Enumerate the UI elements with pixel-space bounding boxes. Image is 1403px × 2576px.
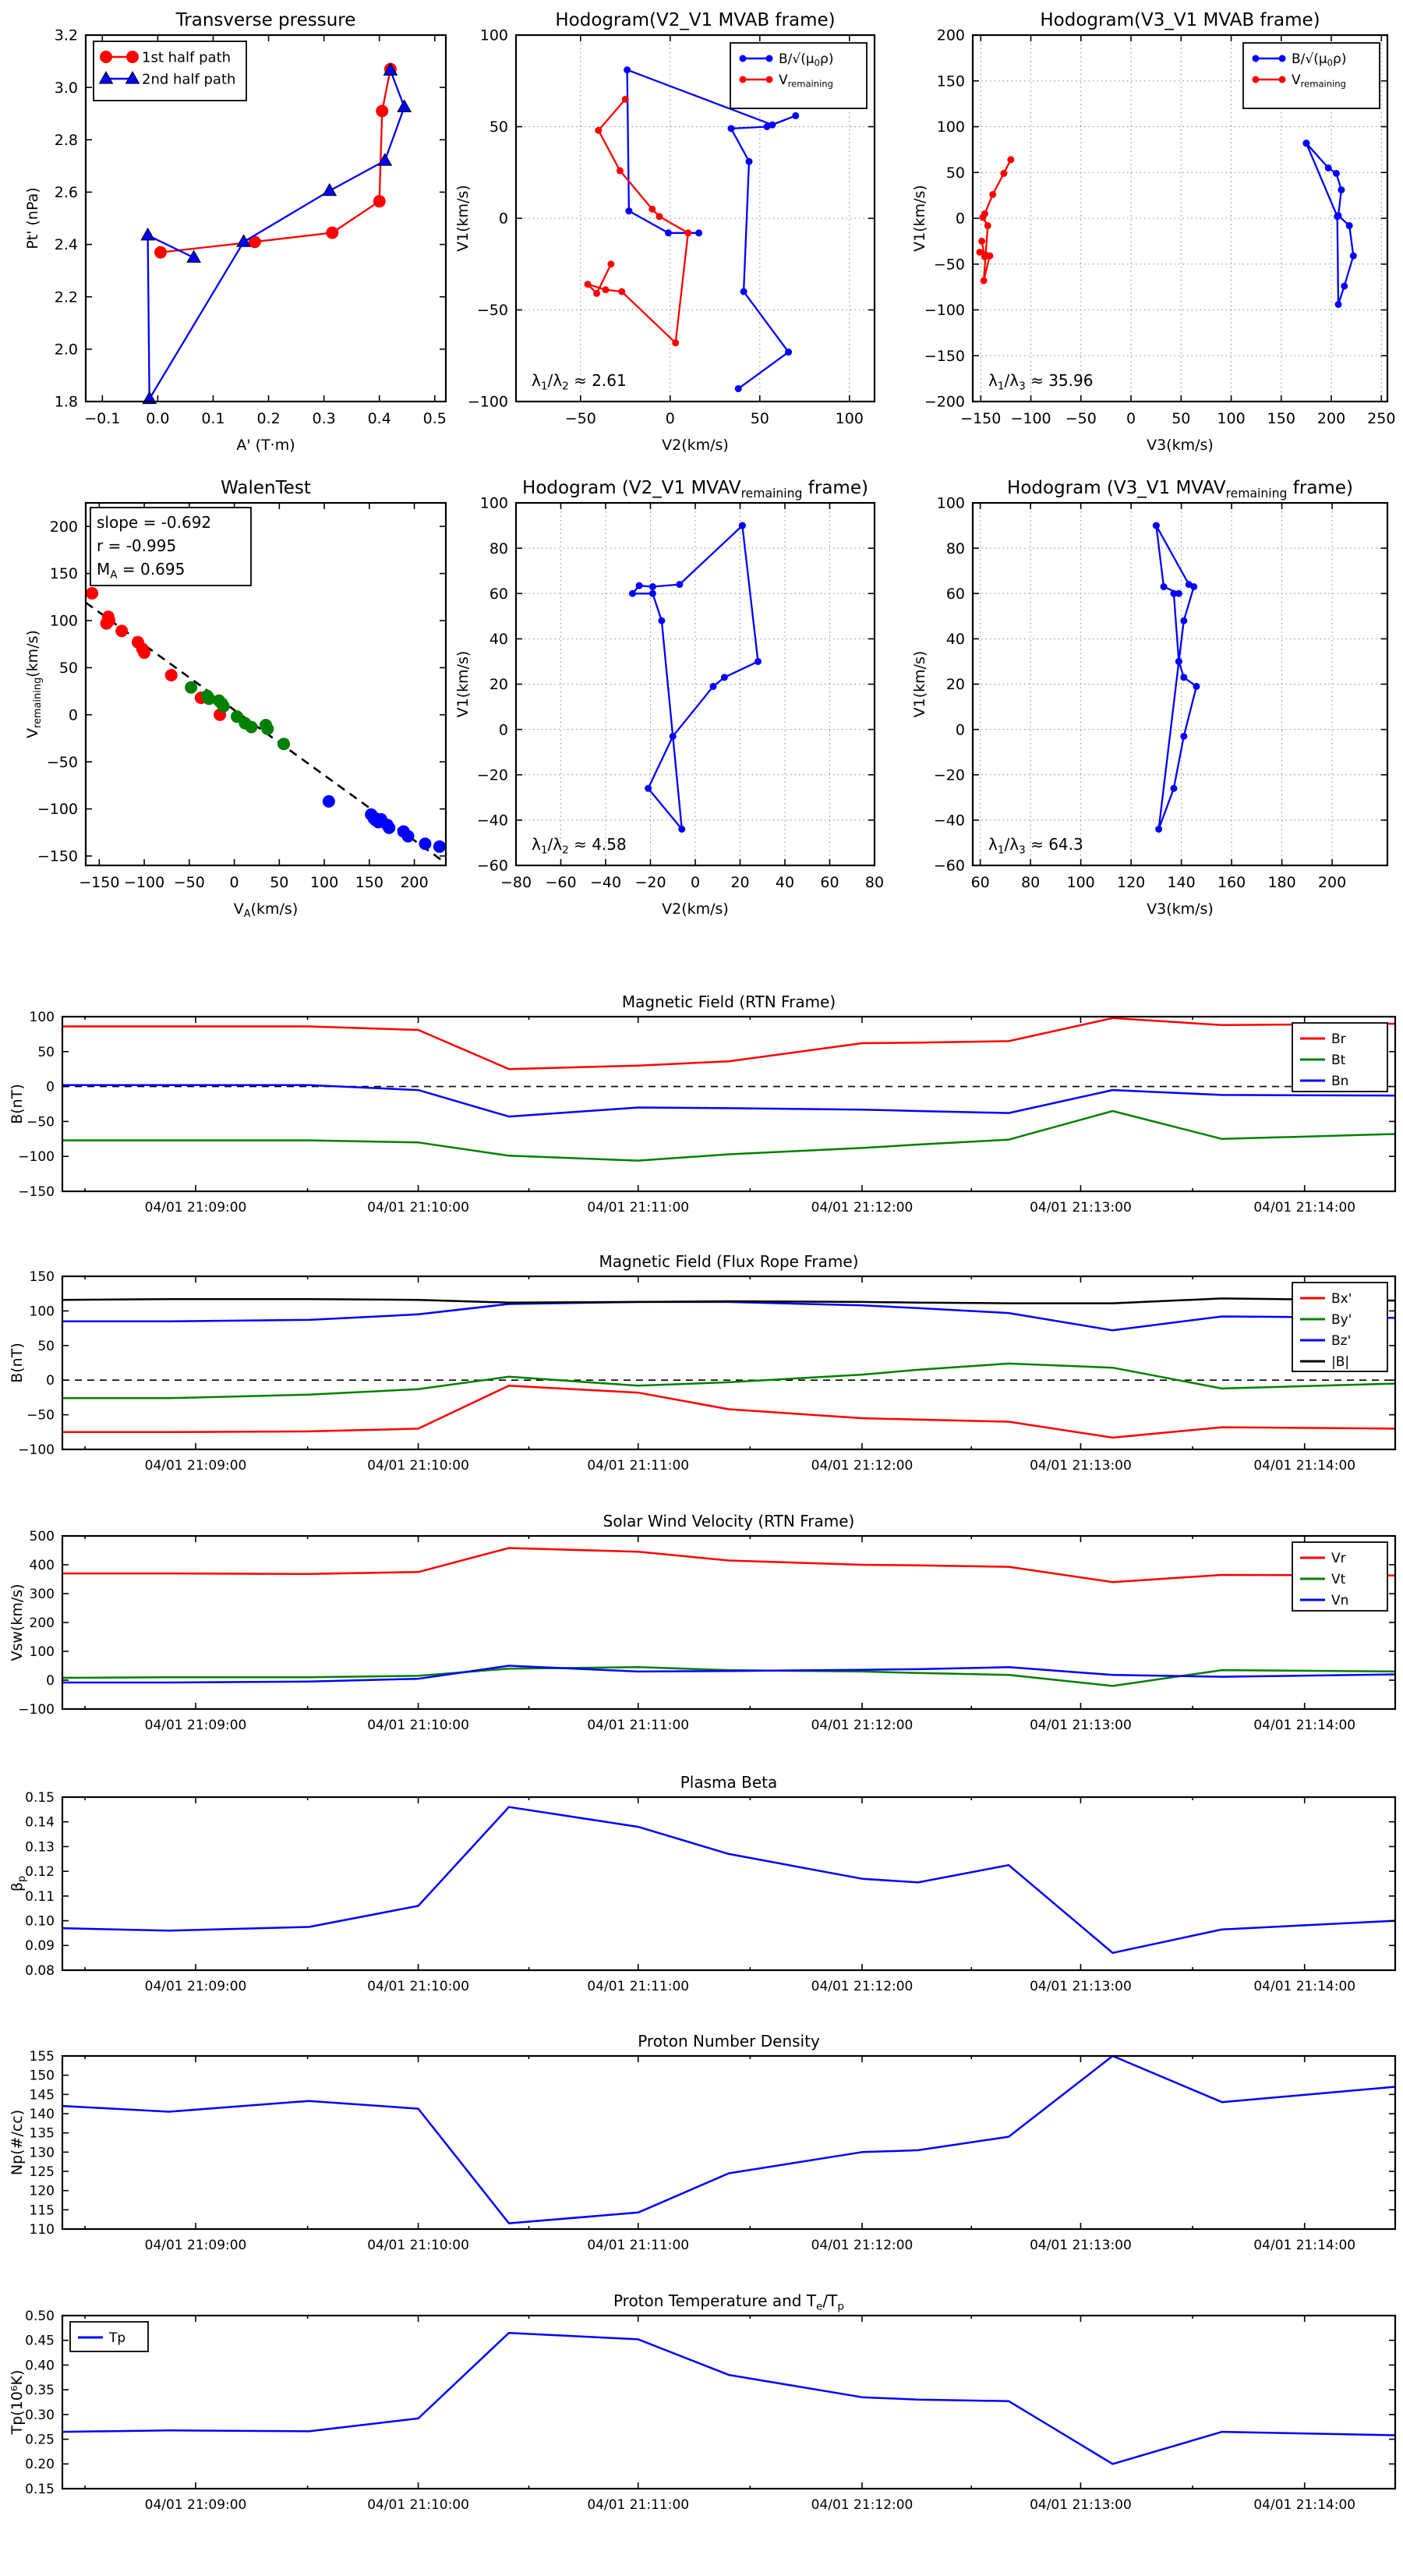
y-tick-label: −100 bbox=[924, 302, 965, 320]
y-tick-label: 0.11 bbox=[25, 1888, 55, 1905]
y-tick-label: 3.0 bbox=[54, 79, 78, 97]
y-tick-label: 0.45 bbox=[25, 2333, 55, 2349]
x-tick-label: 150 bbox=[355, 874, 383, 891]
y-tick-label: −40 bbox=[476, 812, 508, 830]
x-tick-label: 50 bbox=[1172, 410, 1191, 427]
x-tick-label: 04/01 21:14:00 bbox=[1253, 2238, 1356, 2253]
x-tick-label: 180 bbox=[1267, 874, 1296, 891]
x-tick-label: 04/01 21:10:00 bbox=[367, 2497, 469, 2513]
x-tick-label: 60 bbox=[820, 874, 839, 891]
y-tick-label: −20 bbox=[476, 766, 508, 784]
series-bz- bbox=[62, 1302, 1395, 1330]
panel-plasma-beta bbox=[9, 1773, 1395, 1994]
y-tick-label: 100 bbox=[49, 612, 78, 630]
x-tick-label: 04/01 21:11:00 bbox=[587, 2497, 690, 2513]
series-v-remaining bbox=[585, 96, 692, 347]
grid bbox=[516, 503, 875, 865]
x-tick-label: 200 bbox=[400, 874, 429, 891]
y-tick-label: 150 bbox=[29, 1269, 55, 1285]
x-tick-label: 50 bbox=[750, 410, 769, 427]
x-tick-label: 04/01 21:13:00 bbox=[1030, 2497, 1132, 2513]
series-middle-third bbox=[185, 681, 290, 750]
y-tick-label: 110 bbox=[29, 2221, 55, 2238]
x-tick-label: 200 bbox=[1316, 410, 1346, 427]
x-tick-label: 04/01 21:13:00 bbox=[1030, 2238, 1132, 2253]
x-tick-label: 04/01 21:11:00 bbox=[587, 1200, 690, 1215]
x-tick-label: 160 bbox=[1217, 874, 1246, 891]
series-last-third bbox=[323, 795, 446, 853]
x-tick-label: 0.2 bbox=[256, 410, 281, 427]
annotation: $\lambda_1/\lambda_2 \approx 4.58$ bbox=[532, 835, 627, 857]
x-tick-label: −40 bbox=[589, 874, 622, 891]
legend bbox=[70, 2322, 148, 2351]
y-axis-label: V1(km/s) bbox=[911, 185, 928, 252]
panel-hodogram-v3v1-mvav bbox=[911, 478, 1387, 918]
series-v-remaining bbox=[976, 156, 1014, 284]
x-tick-label: 04/01 21:09:00 bbox=[144, 2238, 247, 2253]
x-tick-label: 150 bbox=[1267, 410, 1295, 427]
legend bbox=[1292, 1023, 1387, 1092]
y-tick-label: 145 bbox=[29, 2087, 55, 2104]
y-tick-label: 40 bbox=[945, 631, 965, 649]
y-tick-label: 0.35 bbox=[25, 2383, 55, 2399]
x-tick-label: 04/01 21:13:00 bbox=[1030, 1458, 1132, 1474]
y-tick-label: 60 bbox=[945, 585, 965, 603]
y-tick-label: 120 bbox=[29, 2183, 55, 2199]
ticks bbox=[62, 2316, 1395, 2489]
panel-title: Hodogram (V3_V1 $MVAV_{remaining}$ frame) bbox=[1007, 478, 1353, 501]
panel-title: Plasma Beta bbox=[680, 1773, 778, 1792]
x-tick-label: 250 bbox=[1367, 410, 1396, 427]
legend-label: Vr bbox=[1331, 1550, 1346, 1566]
x-tick-label: 04/01 21:13:00 bbox=[1030, 1718, 1132, 1733]
x-tick-label: 04/01 21:12:00 bbox=[811, 2238, 914, 2253]
y-tick-label: 0.14 bbox=[25, 1814, 55, 1831]
info-line: slope = -0.692 bbox=[97, 513, 212, 532]
y-axis-label: Tp(10⁶K) bbox=[9, 2369, 26, 2435]
y-tick-label: 400 bbox=[29, 1557, 55, 1573]
y-tick-label: 0 bbox=[498, 721, 508, 739]
y-axis-label: Vsw(km/s) bbox=[9, 1583, 26, 1661]
x-tick-label: 140 bbox=[1167, 874, 1196, 891]
y-tick-label: 0.15 bbox=[25, 1789, 55, 1806]
y-tick-label: 150 bbox=[936, 73, 965, 90]
legend-label: By' bbox=[1331, 1311, 1352, 1328]
x-tick-label: 04/01 21:12:00 bbox=[811, 2497, 914, 2513]
x-tick-label: 04/01 21:10:00 bbox=[367, 1458, 469, 1474]
series-br bbox=[62, 1018, 1395, 1069]
y-tick-label: 125 bbox=[29, 2164, 55, 2180]
y-tick-label: 150 bbox=[49, 565, 78, 583]
y-tick-label: 50 bbox=[37, 1338, 55, 1354]
x-tick-label: 04/01 21:14:00 bbox=[1253, 1200, 1356, 1215]
legend-label: $V_{remaining}$ bbox=[1292, 72, 1346, 90]
y-tick-label: 0 bbox=[46, 1373, 55, 1389]
x-tick-label: 04/01 21:14:00 bbox=[1253, 1718, 1356, 1733]
y-tick-label: −50 bbox=[27, 1407, 55, 1424]
x-tick-label: 50 bbox=[270, 874, 289, 891]
axes-frame bbox=[62, 1536, 1395, 1709]
x-tick-label: 0.0 bbox=[146, 410, 170, 427]
y-tick-label: −150 bbox=[18, 1184, 55, 1200]
y-tick-label: 500 bbox=[29, 1528, 55, 1545]
x-tick-label: 04/01 21:13:00 bbox=[1030, 1200, 1132, 1215]
x-tick-label: 04/01 21:12:00 bbox=[811, 1458, 914, 1474]
x-tick-label: −80 bbox=[500, 874, 532, 891]
legend-label: Tp bbox=[109, 2330, 126, 2346]
y-tick-label: 2.2 bbox=[54, 288, 78, 306]
y-tick-label: 50 bbox=[489, 119, 508, 136]
ticks bbox=[62, 1797, 1395, 1970]
series-v-hodogram bbox=[1153, 522, 1200, 833]
y-tick-label: 50 bbox=[37, 1044, 55, 1060]
x-tick-label: −0.1 bbox=[84, 410, 121, 427]
y-tick-label: 80 bbox=[489, 540, 508, 557]
x-tick-label: 120 bbox=[1116, 874, 1146, 891]
x-tick-label: 20 bbox=[730, 874, 750, 891]
y-axis-label: B(nT) bbox=[9, 1084, 26, 1124]
legend-label: $V_{remaining}$ bbox=[779, 72, 833, 90]
x-tick-label: −20 bbox=[634, 874, 666, 891]
series-beta-p bbox=[62, 1807, 1395, 1953]
legend-label: Bn bbox=[1331, 1073, 1349, 1089]
panel-proton-temperature bbox=[9, 2291, 1395, 2513]
legend bbox=[1292, 1542, 1387, 1611]
x-tick-label: 04/01 21:10:00 bbox=[367, 1200, 469, 1215]
x-tick-label: 04/01 21:10:00 bbox=[367, 1979, 469, 1994]
x-axis-label: V3(km/s) bbox=[1147, 437, 1214, 454]
x-tick-label: 04/01 21:14:00 bbox=[1253, 1979, 1356, 1994]
legend-label: Vn bbox=[1331, 1592, 1349, 1608]
y-tick-label: −50 bbox=[476, 302, 508, 320]
y-tick-label: 0.40 bbox=[25, 2358, 55, 2374]
y-axis-label: $V_{remaining}(km/s)$ bbox=[24, 630, 44, 738]
x-tick-label: 04/01 21:09:00 bbox=[144, 1979, 247, 1994]
y-tick-label: 100 bbox=[479, 27, 508, 44]
y-tick-label: 2.6 bbox=[54, 184, 78, 202]
series-bn bbox=[62, 1085, 1395, 1116]
y-axis-label: V1(km/s) bbox=[454, 650, 472, 718]
y-tick-label: −100 bbox=[37, 801, 78, 819]
x-axis-label: $V_A(km/s)$ bbox=[233, 901, 299, 921]
legend-label: $B/√(\mu_0\rho)$ bbox=[1292, 51, 1347, 69]
x-tick-label: −60 bbox=[545, 874, 577, 891]
y-tick-label: 0.08 bbox=[25, 1962, 55, 1979]
grid bbox=[973, 503, 1387, 865]
legend bbox=[94, 41, 246, 101]
y-tick-label: 155 bbox=[29, 2048, 55, 2065]
x-tick-label: 04/01 21:09:00 bbox=[144, 2497, 247, 2513]
y-axis-label: V1(km/s) bbox=[454, 185, 472, 252]
x-tick-label: 04/01 21:12:00 bbox=[811, 1979, 914, 1994]
x-tick-label: −150 bbox=[960, 410, 1002, 427]
x-axis-label: V3(km/s) bbox=[1147, 901, 1214, 918]
panel-title: Proton Temperature and $T_e/T_p$ bbox=[613, 2291, 845, 2313]
panel-proton-number-density bbox=[9, 2032, 1395, 2253]
x-tick-label: 0.4 bbox=[367, 410, 391, 427]
y-tick-label: −60 bbox=[933, 857, 965, 875]
x-tick-label: 04/01 21:09:00 bbox=[144, 1200, 247, 1215]
y-tick-label: −20 bbox=[933, 766, 965, 784]
x-tick-label: 0.1 bbox=[201, 410, 225, 427]
series-b-sqrt-mu0-rho- bbox=[624, 66, 799, 392]
x-tick-label: 04/01 21:11:00 bbox=[587, 2238, 690, 2253]
y-tick-label: 300 bbox=[29, 1586, 55, 1602]
y-tick-label: −50 bbox=[27, 1114, 55, 1131]
y-tick-label: −150 bbox=[924, 347, 965, 365]
panel-title: Hodogram (V2_V1 $MVAV_{remaining}$ frame) bbox=[522, 478, 868, 501]
legend-label: Br bbox=[1331, 1031, 1346, 1047]
series-bt bbox=[62, 1111, 1395, 1161]
y-tick-label: 0 bbox=[46, 1079, 55, 1095]
y-tick-label: 100 bbox=[29, 1304, 55, 1320]
axes-frame bbox=[62, 2056, 1395, 2229]
ticks bbox=[62, 1017, 1395, 1191]
y-tick-label: 100 bbox=[29, 1644, 55, 1660]
y-tick-label: 2.8 bbox=[54, 131, 78, 149]
axes-frame bbox=[62, 2316, 1395, 2489]
x-tick-label: −100 bbox=[123, 874, 165, 891]
y-tick-label: 20 bbox=[489, 676, 508, 694]
y-tick-label: 100 bbox=[479, 494, 508, 512]
legend-label: Bt bbox=[1331, 1052, 1346, 1068]
y-tick-label: 2.4 bbox=[54, 236, 78, 254]
x-tick-label: 04/01 21:09:00 bbox=[144, 1458, 247, 1474]
series-np bbox=[62, 2056, 1395, 2224]
y-tick-label: 100 bbox=[936, 119, 965, 136]
x-tick-label: 100 bbox=[835, 410, 864, 427]
y-tick-label: 0 bbox=[955, 210, 965, 228]
x-tick-label: 100 bbox=[1217, 410, 1246, 427]
y-tick-label: 150 bbox=[29, 2068, 55, 2084]
legend bbox=[1292, 1283, 1387, 1371]
x-tick-label: 04/01 21:10:00 bbox=[367, 2238, 469, 2253]
x-tick-label: 04/01 21:09:00 bbox=[144, 1718, 247, 1733]
x-tick-label: 0.3 bbox=[312, 410, 336, 427]
y-tick-label: 200 bbox=[29, 1615, 55, 1631]
y-tick-label: 1.8 bbox=[54, 393, 78, 411]
x-tick-label: 80 bbox=[864, 874, 885, 891]
x-tick-label: −50 bbox=[173, 874, 205, 891]
legend-label: |B| bbox=[1331, 1353, 1350, 1370]
y-tick-label: 80 bbox=[945, 540, 965, 557]
x-tick-label: 04/01 21:14:00 bbox=[1253, 2497, 1356, 2513]
x-axis-label: A' (T·m) bbox=[236, 437, 295, 454]
legend-label: $B/√(\mu_0\rho)$ bbox=[779, 51, 834, 69]
legend-label: Bz' bbox=[1331, 1332, 1352, 1349]
y-tick-label: 0.13 bbox=[25, 1839, 55, 1856]
panel-solar-wind-velocity bbox=[9, 1512, 1395, 1733]
y-tick-label: 130 bbox=[29, 2145, 55, 2161]
y-tick-label: −100 bbox=[18, 1701, 55, 1718]
y-tick-label: 0.12 bbox=[25, 1864, 55, 1881]
x-tick-label: 0 bbox=[229, 874, 239, 891]
y-tick-label: −200 bbox=[924, 393, 965, 411]
y-tick-label: 0 bbox=[68, 706, 78, 724]
panel-title: Magnetic Field (Flux Rope Frame) bbox=[599, 1252, 859, 1271]
y-tick-label: 140 bbox=[29, 2106, 55, 2122]
legend bbox=[730, 43, 867, 108]
x-tick-label: 0.5 bbox=[422, 410, 447, 427]
ticks bbox=[62, 2056, 1395, 2229]
y-tick-label: 50 bbox=[945, 164, 965, 182]
y-tick-label: −50 bbox=[933, 256, 965, 274]
legend bbox=[1243, 43, 1380, 108]
series-by- bbox=[62, 1364, 1395, 1398]
panel-walen-test bbox=[24, 478, 446, 920]
x-tick-label: −100 bbox=[1010, 410, 1051, 427]
annotation: $\lambda_1/\lambda_3 \approx 35.96$ bbox=[988, 371, 1094, 393]
x-tick-label: −150 bbox=[79, 874, 120, 891]
series-vr bbox=[62, 1548, 1395, 1583]
x-tick-label: −50 bbox=[564, 410, 596, 427]
x-tick-label: 04/01 21:11:00 bbox=[587, 1979, 690, 1994]
y-tick-label: −50 bbox=[46, 753, 78, 771]
info-line: r = -0.995 bbox=[97, 536, 177, 555]
y-tick-label: 0 bbox=[46, 1672, 55, 1689]
legend-label: 1st half path bbox=[142, 49, 231, 66]
x-tick-label: −50 bbox=[1065, 410, 1097, 427]
series-bx- bbox=[62, 1385, 1395, 1438]
y-tick-label: 0.09 bbox=[25, 1938, 55, 1955]
x-axis-label: V2(km/s) bbox=[662, 437, 729, 454]
x-tick-label: 04/01 21:14:00 bbox=[1253, 1458, 1356, 1474]
y-axis-label: V1(km/s) bbox=[911, 650, 928, 718]
y-tick-label: 100 bbox=[936, 494, 965, 512]
y-tick-label: 135 bbox=[29, 2125, 55, 2142]
panel-title: Hodogram(V3_V1 MVAB frame) bbox=[1040, 10, 1320, 30]
y-axis-label: B(nT) bbox=[9, 1343, 26, 1383]
panel-hodogram-v2v1-mvav bbox=[454, 478, 884, 918]
y-tick-label: 115 bbox=[29, 2203, 55, 2219]
panel-title: Proton Number Density bbox=[638, 2032, 820, 2051]
legend-label: 2nd half path bbox=[142, 71, 236, 88]
panel-title: WalenTest bbox=[221, 478, 311, 498]
y-tick-label: 0.50 bbox=[25, 2308, 55, 2324]
x-tick-label: 200 bbox=[1317, 874, 1347, 891]
y-tick-label: 0.20 bbox=[25, 2457, 55, 2473]
x-tick-label: 04/01 21:11:00 bbox=[587, 1458, 690, 1474]
panel-magnetic-field-flux-rope bbox=[9, 1252, 1395, 1474]
y-tick-label: −40 bbox=[933, 812, 965, 830]
y-tick-label: 0.10 bbox=[25, 1913, 55, 1930]
y-tick-label: 40 bbox=[489, 631, 508, 649]
panel-title: Solar Wind Velocity (RTN Frame) bbox=[603, 1512, 855, 1530]
y-tick-label: 0 bbox=[955, 721, 965, 739]
y-tick-label: 50 bbox=[58, 660, 78, 678]
y-tick-label: −100 bbox=[467, 393, 508, 411]
y-axis-label: Pt' (nPa) bbox=[24, 187, 41, 249]
axes-frame bbox=[62, 1797, 1395, 1970]
y-tick-label: 0 bbox=[498, 210, 508, 228]
y-tick-label: 0.30 bbox=[25, 2407, 55, 2423]
panel-title: Transverse pressure bbox=[175, 10, 356, 30]
legend-label: Vt bbox=[1331, 1571, 1346, 1587]
x-tick-label: 04/01 21:11:00 bbox=[587, 1718, 690, 1733]
annotation: $\lambda_1/\lambda_2 \approx 2.61$ bbox=[532, 371, 627, 393]
x-tick-label: 04/01 21:13:00 bbox=[1030, 1979, 1132, 1994]
y-tick-label: −150 bbox=[37, 847, 78, 865]
y-tick-label: −100 bbox=[18, 1442, 55, 1458]
panel-hodogram-v2v1-mvab bbox=[454, 10, 875, 454]
annotation: $\lambda_1/\lambda_3 \approx 64.3$ bbox=[988, 835, 1083, 857]
panel-title: Hodogram(V2_V1 MVAB frame) bbox=[555, 10, 836, 30]
x-tick-label: 0 bbox=[665, 410, 675, 427]
series-b-sqrt-mu0-rho- bbox=[1302, 140, 1356, 308]
axes-frame bbox=[62, 1017, 1395, 1191]
y-axis-label: Np(#/cc) bbox=[9, 2109, 26, 2176]
legend-label: Bx' bbox=[1331, 1290, 1352, 1307]
x-axis-label: V2(km/s) bbox=[662, 901, 729, 918]
x-tick-label: 60 bbox=[970, 874, 990, 891]
x-tick-label: 40 bbox=[775, 874, 795, 891]
y-tick-label: 0.25 bbox=[25, 2432, 55, 2448]
x-tick-label: 04/01 21:12:00 bbox=[811, 1718, 914, 1733]
x-tick-label: 100 bbox=[309, 874, 339, 891]
y-tick-label: 2.0 bbox=[54, 341, 78, 359]
x-tick-label: 0 bbox=[1126, 410, 1136, 427]
series-tp bbox=[62, 2333, 1395, 2464]
y-tick-label: 3.2 bbox=[54, 27, 78, 44]
y-tick-label: 60 bbox=[489, 585, 508, 603]
x-tick-label: 0 bbox=[690, 874, 701, 891]
y-axis-label: $\beta_p$ bbox=[9, 1875, 29, 1892]
info-line: $M_A = 0.695$ bbox=[97, 560, 186, 582]
y-tick-label: 100 bbox=[29, 1009, 55, 1025]
panel-hodogram-v3v1-mvab bbox=[911, 10, 1395, 454]
x-tick-label: 04/01 21:10:00 bbox=[367, 1718, 469, 1733]
x-tick-label: 80 bbox=[1021, 874, 1041, 891]
series-2nd-half-path bbox=[141, 63, 411, 403]
y-tick-label: −60 bbox=[476, 857, 508, 875]
panel-title: Magnetic Field (RTN Frame) bbox=[621, 993, 836, 1011]
y-tick-label: 200 bbox=[49, 518, 78, 536]
y-tick-label: 0.15 bbox=[25, 2481, 55, 2497]
y-tick-label: 200 bbox=[936, 27, 965, 44]
y-tick-label: −100 bbox=[18, 1149, 55, 1166]
x-tick-label: 04/01 21:12:00 bbox=[811, 1200, 914, 1215]
x-tick-label: 100 bbox=[1066, 874, 1095, 891]
panel-transverse-pressure bbox=[24, 10, 447, 454]
panel-magnetic-field-rtn bbox=[9, 993, 1395, 1215]
y-tick-label: 20 bbox=[945, 676, 965, 694]
ticks bbox=[62, 1536, 1395, 1709]
